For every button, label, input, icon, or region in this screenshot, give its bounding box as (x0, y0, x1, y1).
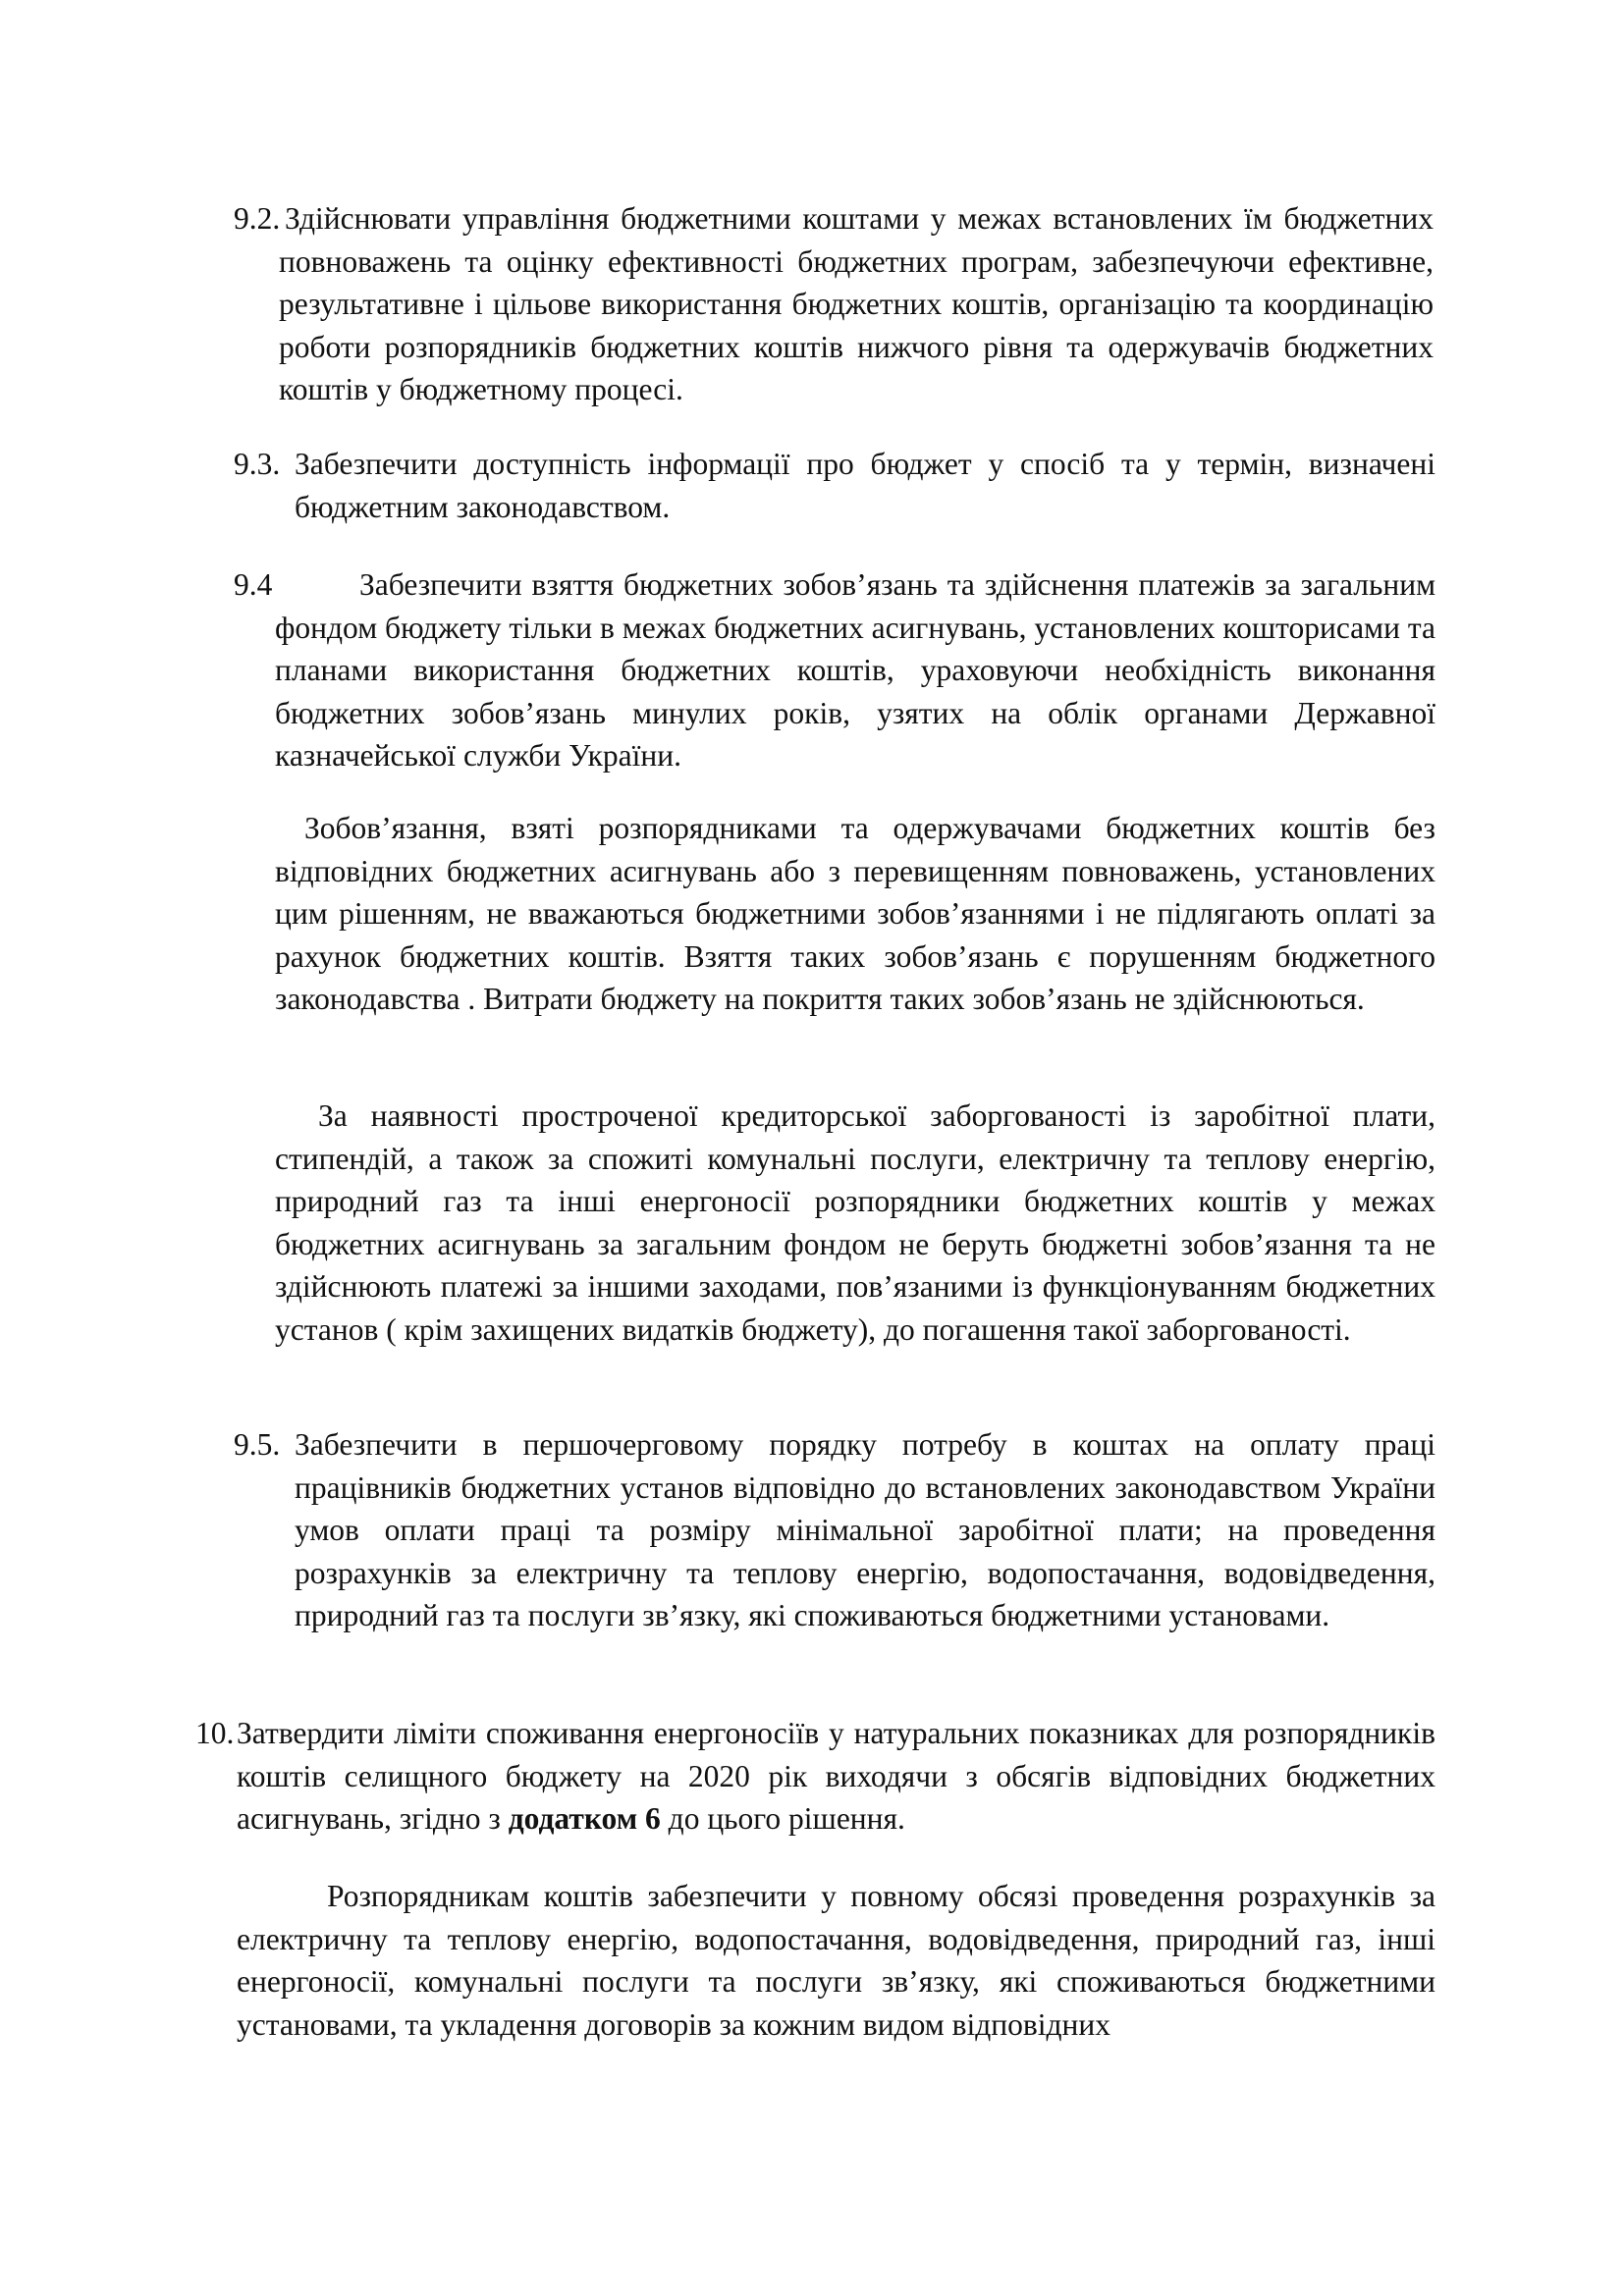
item-number-9-5: 9.5. (234, 1427, 281, 1462)
item-number-9-2: 9.2. (234, 201, 281, 236)
paragraph-arrears: За наявності простроченої кредиторської заборгованості із заробітної плати, стипендій, а також за спожиті комунальні послуги, електричну та теплову енергію, природний газ та інші енергоносії розпорядники бюджетних коштів у межах бюджетних асигнувань за загальним фондом не беруть бюджетні зобов’язання та не здійснюють платежі за іншими заходами, пов’язаними із функціонуванням бюджетних установ ( крім захищених видатків бюджету), до погашення такої заборгованості. (275, 1098, 1435, 1347)
paragraph-10-text-start: Затвердити ліміти споживання енергоносіїв у натуральних показниках для розпорядників коштів селищного бюджету на 2020 рік виходячи з обсягів відповідних бюджетних асигнувань, згідно з (237, 1716, 1435, 1836)
paragraph-managers: Розпорядникам коштів забезпечити у повному обсязі проведення розрахунків за електричну та теплову енергію, водопостачання, водовідведення, природний газ, інші енергоносії, комунальні послуги та послуги зв’язку, які споживаються бюджетними установами, та укладення договорів за кожним видом відповідних (237, 1879, 1435, 2042)
item-number-9-3: 9.3. (234, 447, 281, 481)
paragraph-obligations: Зобов’язання, взяті розпорядниками та одержувачами бюджетних коштів без відповідних бюджетних асигнувань або з перевищенням повноважень, установлених цим рішенням, не вважаються бюджетними зобов’язаннями і не підлягають оплаті за рахунок бюджетних коштів. Взяття таких зобов’язань є порушенням бюджетного законодавства . Витрати бюджету на покриття таких зобов’язань не здійснюються. (275, 811, 1435, 1016)
paragraph-9-5: Забезпечити в першочерговому порядку потребу в коштах на оплату праці працівників бюджетних установ відповідно до встановлених законодавством України умов оплати праці та розміру мінімальної заробітної плати; на проведення розрахунків за електричну та теплову енергію, водопостачання, водовідведення, природний газ та послуги зв’язку, які споживаються бюджетними установами. (295, 1427, 1435, 1632)
paragraph-9-4: Забезпечити взяття бюджетних зобов’язань та здійснення платежів за загальним фондом бюджету тільки в межах бюджетних асигнувань, установлених кошторисами та планами використання бюджетних коштів, ураховуючи необхідність виконання бюджетних зобов’язань минулих років, узятих на облік органами Державної казначейської служби України. (275, 567, 1435, 773)
paragraph-10-text-end: до цього рішення. (660, 1801, 905, 1836)
item-number-10: 10. (195, 1716, 235, 1750)
paragraph-9-3: Забезпечити доступність інформації про бюджет у спосіб та у термін, визначені бюджетним законодавством. (295, 447, 1435, 524)
paragraph-10 (237, 1712, 1435, 1841)
appendix-reference: додатком 6 (508, 1801, 661, 1836)
paragraph-9-2: Здійснювати управління бюджетними коштами у межах встановлених їм бюджетних повноважень та оцінку ефективності бюджетних програм, забезпечуючи ефективне, результативне і цільове використання бюджетних коштів, організацію та координацію роботи розпорядників бюджетних коштів нижчого рівня та одержувачів бюджетних коштів у бюджетному процесі. (279, 201, 1434, 406)
item-number-9-4: 9.4 (234, 567, 273, 602)
